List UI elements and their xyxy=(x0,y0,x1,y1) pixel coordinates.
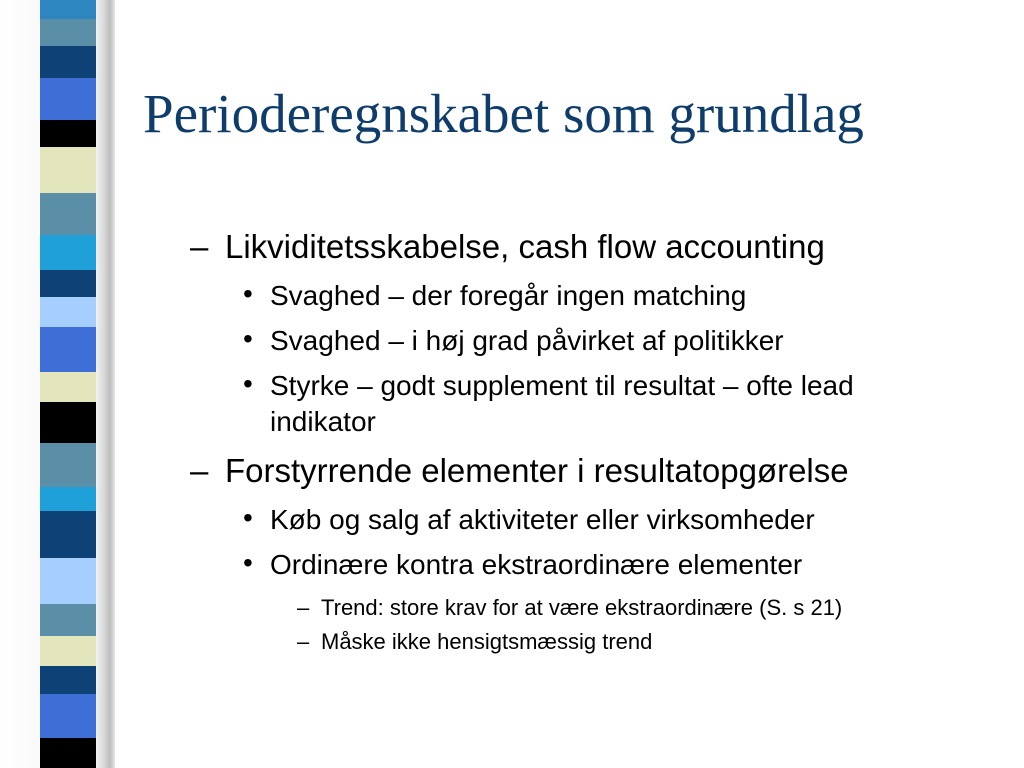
list-item-text: Trend: store krav for at være ekstraordinære (S. s 21) xyxy=(321,595,843,620)
slide-title: Perioderegnskabet som grundlag xyxy=(143,83,864,144)
list-item-text: Forstyrrende elementer i resultatopgørelse xyxy=(225,452,849,489)
bullet-marker: • xyxy=(243,368,253,399)
list-item-text: Likviditetsskabelse, cash flow accounting xyxy=(225,228,825,265)
bullet-marker: • xyxy=(243,502,253,533)
list-item-text: Måske ikke hensigtsmæssig trend xyxy=(321,629,653,654)
bullet-marker: • xyxy=(243,547,253,578)
bullet-marker: • xyxy=(243,323,253,354)
dash-marker: – xyxy=(297,595,310,620)
list-item-text: Ordinære kontra ekstraordinære elementer xyxy=(270,549,803,580)
list-item-text: Køb og salg af aktiviteter eller virksomheder xyxy=(270,504,815,535)
list-item-text: indikator xyxy=(270,406,376,437)
dash-marker: – xyxy=(297,629,310,654)
dash-marker: – xyxy=(190,228,209,265)
list-item-text: Svaghed – i høj grad påvirket af politikker xyxy=(270,325,784,356)
dash-marker: – xyxy=(190,452,209,489)
bullet-marker: • xyxy=(243,278,253,309)
list-item-text: Styrke – godt supplement til resultat – ofte lead xyxy=(270,370,854,401)
list-item-text: Svaghed – der foregår ingen matching xyxy=(270,280,747,311)
